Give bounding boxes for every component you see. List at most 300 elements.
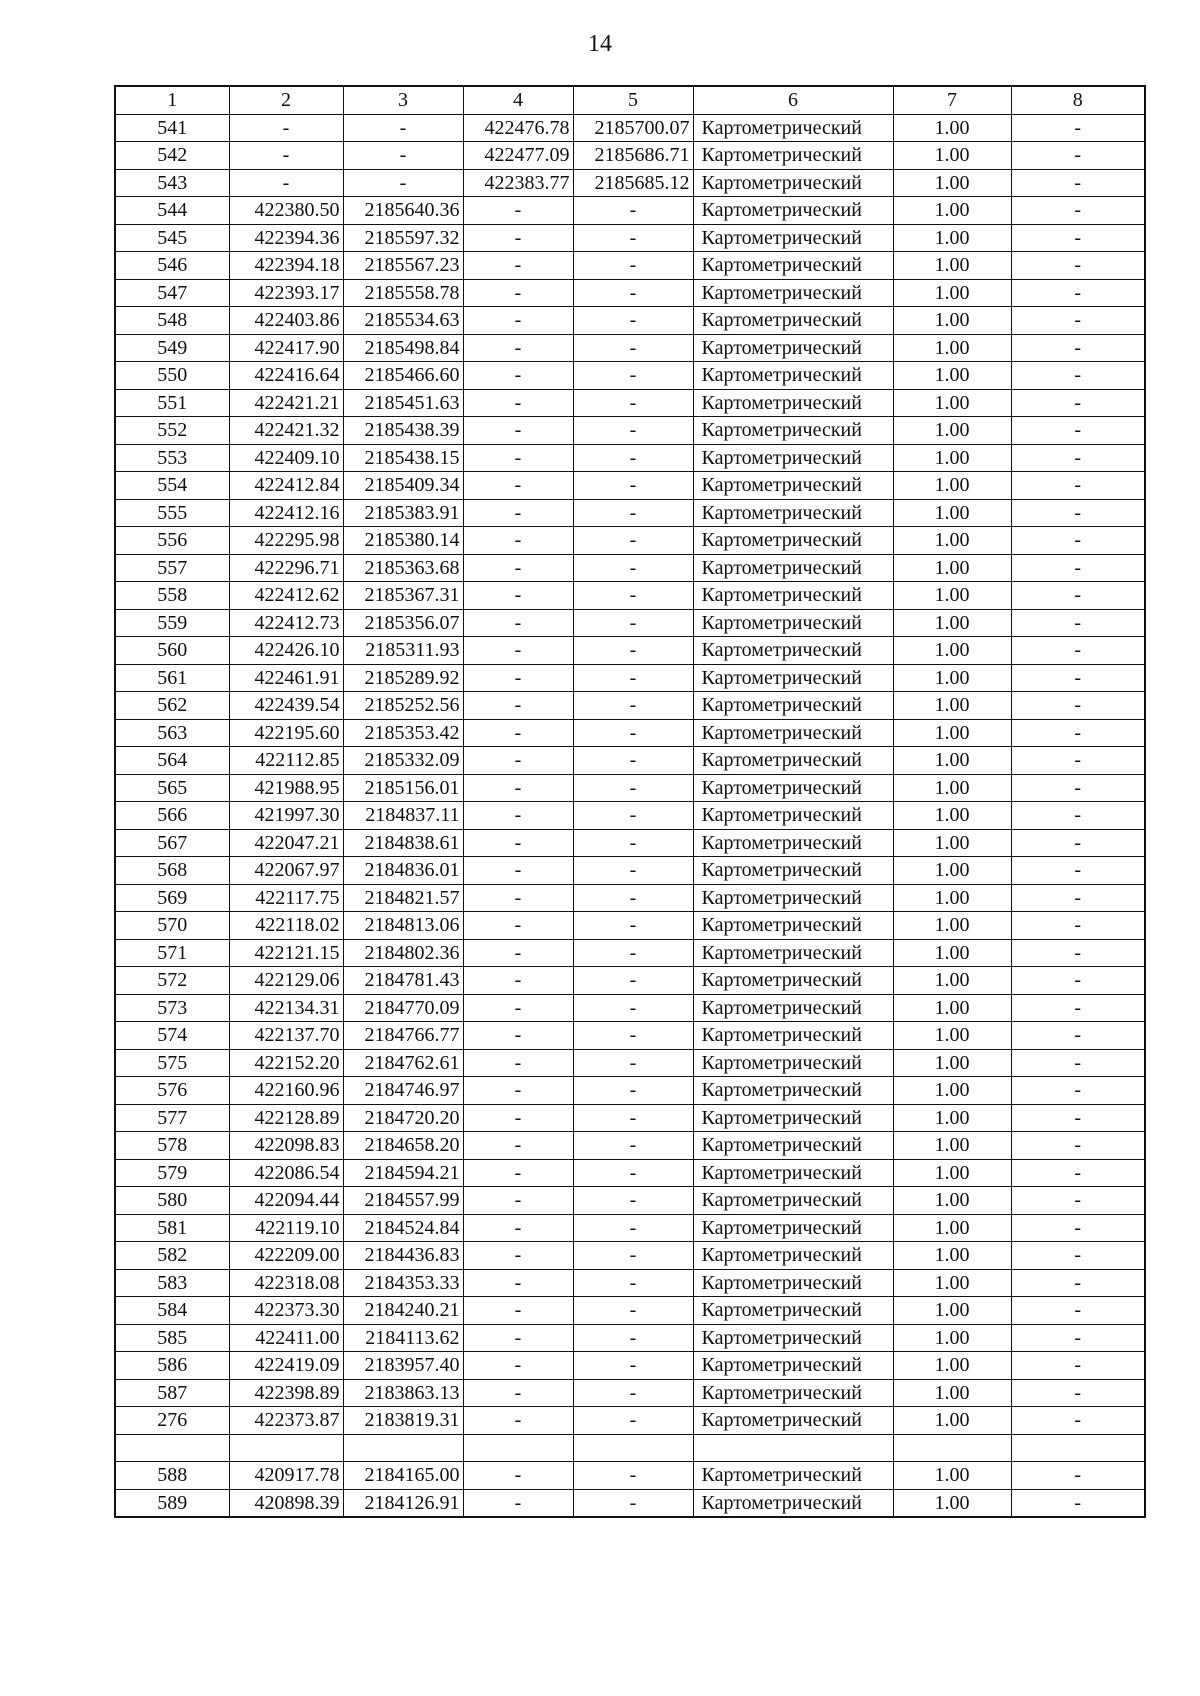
x-coordinate-cell: 422118.02 [229,912,343,940]
y-coordinate-cell: - [343,169,463,197]
y-coordinate-cell: 2184126.91 [343,1489,463,1517]
y-alt-coordinate-cell: - [573,1352,693,1380]
point-number-cell: 583 [115,1269,229,1297]
table-row [115,637,1145,665]
point-number-cell: 560 [115,637,229,665]
x-alt-coordinate-cell: - [463,774,573,802]
x-coordinate-cell: 422112.85 [229,747,343,775]
point-number-cell: 559 [115,609,229,637]
note-cell: - [1011,1049,1145,1077]
accuracy-cell: 1.00 [893,334,1011,362]
header-cell: 3 [343,86,463,114]
note-cell: - [1011,802,1145,830]
method-cell: Картометрический [693,802,893,830]
method-cell: Картометрический [693,582,893,610]
accuracy-cell: 1.00 [893,802,1011,830]
y-coordinate-cell: 2184720.20 [343,1104,463,1132]
y-alt-coordinate-cell: - [573,1489,693,1517]
x-coordinate-cell: 422094.44 [229,1187,343,1215]
x-alt-coordinate-cell: - [463,857,573,885]
accuracy-cell: 1.00 [893,279,1011,307]
y-alt-coordinate-cell: - [573,719,693,747]
page-number: 14 [588,31,612,57]
note-cell: - [1011,1297,1145,1325]
point-number-cell: 584 [115,1297,229,1325]
note-cell: - [1011,1104,1145,1132]
x-coordinate-cell: 422117.75 [229,884,343,912]
point-number-cell: 553 [115,444,229,472]
y-coordinate-cell: 2185466.60 [343,362,463,390]
y-alt-coordinate-cell: - [573,1379,693,1407]
method-cell [693,1434,893,1462]
table-row [115,417,1145,445]
point-number-cell: 543 [115,169,229,197]
y-alt-coordinate-cell: - [573,224,693,252]
y-alt-coordinate-cell: - [573,307,693,335]
x-alt-coordinate-cell: - [463,967,573,995]
x-alt-coordinate-cell: - [463,224,573,252]
note-cell: - [1011,1159,1145,1187]
accuracy-cell: 1.00 [893,417,1011,445]
table-row [115,1159,1145,1187]
x-alt-coordinate-cell: - [463,1049,573,1077]
x-alt-coordinate-cell: - [463,1159,573,1187]
y-coordinate-cell: 2184838.61 [343,829,463,857]
coordinates-table [114,85,1146,1518]
table-row [115,829,1145,857]
x-coordinate-cell: 422195.60 [229,719,343,747]
x-coordinate-cell [229,1434,343,1462]
note-cell: - [1011,719,1145,747]
table-row [115,114,1145,142]
point-number-cell: 582 [115,1242,229,1270]
x-alt-coordinate-cell: - [463,1269,573,1297]
accuracy-cell: 1.00 [893,362,1011,390]
x-alt-coordinate-cell: - [463,664,573,692]
accuracy-cell: 1.00 [893,884,1011,912]
y-coordinate-cell: 2185498.84 [343,334,463,362]
y-coordinate-cell: 2185252.56 [343,692,463,720]
x-alt-coordinate-cell: - [463,582,573,610]
method-cell: Картометрический [693,1379,893,1407]
x-alt-coordinate-cell: - [463,1022,573,1050]
point-number-cell: 565 [115,774,229,802]
y-alt-coordinate-cell: - [573,747,693,775]
method-cell: Картометрический [693,967,893,995]
y-coordinate-cell: 2185383.91 [343,499,463,527]
y-coordinate-cell: - [343,142,463,170]
note-cell: - [1011,1407,1145,1435]
note-cell: - [1011,1077,1145,1105]
y-alt-coordinate-cell: - [573,692,693,720]
x-coordinate-cell: 422318.08 [229,1269,343,1297]
note-cell: - [1011,142,1145,170]
x-coordinate-cell: 422412.73 [229,609,343,637]
y-alt-coordinate-cell: - [573,802,693,830]
accuracy-cell: 1.00 [893,1214,1011,1242]
x-coordinate-cell: 422209.00 [229,1242,343,1270]
y-alt-coordinate-cell: - [573,1214,693,1242]
header-cell: 6 [693,86,893,114]
method-cell: Картометрический [693,197,893,225]
x-alt-coordinate-cell: - [463,1407,573,1435]
method-cell: Картометрический [693,1187,893,1215]
accuracy-cell: 1.00 [893,224,1011,252]
note-cell: - [1011,527,1145,555]
y-alt-coordinate-cell: - [573,444,693,472]
x-alt-coordinate-cell: - [463,499,573,527]
table-row [115,994,1145,1022]
x-alt-coordinate-cell: - [463,279,573,307]
y-coordinate-cell: 2185156.01 [343,774,463,802]
table-row [115,527,1145,555]
method-cell: Картометрический [693,224,893,252]
x-alt-coordinate-cell: - [463,1187,573,1215]
x-alt-coordinate-cell: - [463,609,573,637]
method-cell: Картометрический [693,279,893,307]
y-alt-coordinate-cell: - [573,609,693,637]
note-cell: - [1011,1214,1145,1242]
y-alt-coordinate-cell: 2185700.07 [573,114,693,142]
accuracy-cell: 1.00 [893,774,1011,802]
accuracy-cell: 1.00 [893,472,1011,500]
table-row [115,252,1145,280]
y-alt-coordinate-cell: - [573,1324,693,1352]
y-coordinate-cell: 2183819.31 [343,1407,463,1435]
note-cell: - [1011,279,1145,307]
y-coordinate-cell: 2184837.11 [343,802,463,830]
point-number-cell: 551 [115,389,229,417]
accuracy-cell: 1.00 [893,1104,1011,1132]
accuracy-cell: 1.00 [893,1242,1011,1270]
note-cell: - [1011,444,1145,472]
note-cell: - [1011,1352,1145,1380]
method-cell: Картометрический [693,252,893,280]
method-cell: Картометрический [693,1049,893,1077]
method-cell: Картометрический [693,774,893,802]
table-row [115,884,1145,912]
method-cell: Картометрический [693,747,893,775]
note-cell [1011,1434,1145,1462]
y-coordinate-cell: 2185558.78 [343,279,463,307]
point-number-cell: 580 [115,1187,229,1215]
accuracy-cell: 1.00 [893,912,1011,940]
method-cell: Картометрический [693,1132,893,1160]
y-alt-coordinate-cell: - [573,334,693,362]
accuracy-cell: 1.00 [893,664,1011,692]
note-cell: - [1011,747,1145,775]
accuracy-cell [893,1434,1011,1462]
x-alt-coordinate-cell: - [463,252,573,280]
table-row [115,334,1145,362]
y-coordinate-cell: 2185311.93 [343,637,463,665]
y-alt-coordinate-cell: - [573,1187,693,1215]
x-alt-coordinate-cell: - [463,1214,573,1242]
point-number-cell: 581 [115,1214,229,1242]
accuracy-cell: 1.00 [893,939,1011,967]
y-alt-coordinate-cell: - [573,252,693,280]
note-cell: - [1011,774,1145,802]
x-coordinate-cell: 422394.36 [229,224,343,252]
accuracy-cell: 1.00 [893,1049,1011,1077]
table-row [115,1297,1145,1325]
note-cell: - [1011,417,1145,445]
x-coordinate-cell: 422412.62 [229,582,343,610]
accuracy-cell: 1.00 [893,1297,1011,1325]
point-number-cell: 542 [115,142,229,170]
x-alt-coordinate-cell: 422476.78 [463,114,573,142]
y-coordinate-cell: 2184240.21 [343,1297,463,1325]
method-cell: Картометрический [693,664,893,692]
x-alt-coordinate-cell: - [463,1242,573,1270]
accuracy-cell: 1.00 [893,857,1011,885]
point-number-cell: 588 [115,1462,229,1490]
x-alt-coordinate-cell: - [463,1132,573,1160]
accuracy-cell: 1.00 [893,1407,1011,1435]
note-cell: - [1011,197,1145,225]
accuracy-cell: 1.00 [893,252,1011,280]
table-row [115,582,1145,610]
y-alt-coordinate-cell: - [573,417,693,445]
y-coordinate-cell: 2185367.31 [343,582,463,610]
x-alt-coordinate-cell [463,1434,573,1462]
table-row [115,609,1145,637]
note-cell: - [1011,307,1145,335]
point-number-cell: 569 [115,884,229,912]
note-cell: - [1011,169,1145,197]
point-number-cell: 570 [115,912,229,940]
y-alt-coordinate-cell: - [573,1297,693,1325]
header-cell: 8 [1011,86,1145,114]
method-cell: Картометрический [693,169,893,197]
y-alt-coordinate-cell: 2185685.12 [573,169,693,197]
x-coordinate-cell: 422421.21 [229,389,343,417]
table-row [115,802,1145,830]
table-row [115,197,1145,225]
x-alt-coordinate-cell: - [463,307,573,335]
method-cell: Картометрический [693,554,893,582]
accuracy-cell: 1.00 [893,1132,1011,1160]
point-number-cell: 578 [115,1132,229,1160]
point-number-cell: 573 [115,994,229,1022]
y-alt-coordinate-cell: - [573,884,693,912]
x-alt-coordinate-cell: - [463,637,573,665]
method-cell: Картометрический [693,114,893,142]
x-coordinate-cell: 422417.90 [229,334,343,362]
y-alt-coordinate-cell: - [573,389,693,417]
accuracy-cell: 1.00 [893,967,1011,995]
note-cell: - [1011,114,1145,142]
y-coordinate-cell: 2185567.23 [343,252,463,280]
x-coordinate-cell: - [229,169,343,197]
note-cell: - [1011,857,1145,885]
accuracy-cell: 1.00 [893,1352,1011,1380]
method-cell: Картометрический [693,609,893,637]
y-coordinate-cell: 2184165.00 [343,1462,463,1490]
x-coordinate-cell: 421988.95 [229,774,343,802]
y-coordinate-cell: 2185353.42 [343,719,463,747]
x-coordinate-cell: 422134.31 [229,994,343,1022]
accuracy-cell: 1.00 [893,1022,1011,1050]
table-row [115,1104,1145,1132]
y-alt-coordinate-cell: - [573,967,693,995]
y-coordinate-cell: 2185438.39 [343,417,463,445]
table-row [115,747,1145,775]
table-row [115,1269,1145,1297]
accuracy-cell: 1.00 [893,1324,1011,1352]
x-coordinate-cell: 422067.97 [229,857,343,885]
table-row [115,1407,1145,1435]
note-cell: - [1011,582,1145,610]
table-row [115,1214,1145,1242]
point-number-cell [115,1434,229,1462]
method-cell: Картометрический [693,719,893,747]
point-number-cell: 587 [115,1379,229,1407]
note-cell: - [1011,1324,1145,1352]
x-alt-coordinate-cell: - [463,1297,573,1325]
x-alt-coordinate-cell: - [463,747,573,775]
x-alt-coordinate-cell: - [463,1104,573,1132]
method-cell: Картометрический [693,499,893,527]
y-alt-coordinate-cell: - [573,197,693,225]
method-cell: Картометрический [693,1104,893,1132]
accuracy-cell: 1.00 [893,554,1011,582]
x-coordinate-cell: 422439.54 [229,692,343,720]
point-number-cell: 562 [115,692,229,720]
y-coordinate-cell: 2184436.83 [343,1242,463,1270]
method-cell: Картометрический [693,692,893,720]
y-coordinate-cell: 2184557.99 [343,1187,463,1215]
point-number-cell: 554 [115,472,229,500]
x-coordinate-cell: 422398.89 [229,1379,343,1407]
method-cell: Картометрический [693,1242,893,1270]
y-coordinate-cell: 2184813.06 [343,912,463,940]
x-coordinate-cell: 422412.84 [229,472,343,500]
x-alt-coordinate-cell: - [463,362,573,390]
point-number-cell: 585 [115,1324,229,1352]
x-alt-coordinate-cell: - [463,884,573,912]
method-cell: Картометрический [693,1159,893,1187]
y-alt-coordinate-cell: - [573,1104,693,1132]
method-cell: Картометрический [693,334,893,362]
method-cell: Картометрический [693,1269,893,1297]
y-alt-coordinate-cell: - [573,1159,693,1187]
y-alt-coordinate-cell: - [573,912,693,940]
point-number-cell: 571 [115,939,229,967]
x-coordinate-cell: 422121.15 [229,939,343,967]
y-alt-coordinate-cell: - [573,1077,693,1105]
accuracy-cell: 1.00 [893,1269,1011,1297]
header-cell: 4 [463,86,573,114]
x-coordinate-cell: 422152.20 [229,1049,343,1077]
y-coordinate-cell: 2185597.32 [343,224,463,252]
y-coordinate-cell: 2184524.84 [343,1214,463,1242]
y-coordinate-cell: 2184746.97 [343,1077,463,1105]
x-alt-coordinate-cell: - [463,939,573,967]
table-row [115,1077,1145,1105]
table-row [115,307,1145,335]
x-coordinate-cell: 422426.10 [229,637,343,665]
method-cell: Картометрический [693,1214,893,1242]
accuracy-cell: 1.00 [893,637,1011,665]
y-alt-coordinate-cell: - [573,857,693,885]
x-alt-coordinate-cell: - [463,994,573,1022]
table-row [115,389,1145,417]
y-alt-coordinate-cell: - [573,1462,693,1490]
x-alt-coordinate-cell: - [463,334,573,362]
x-coordinate-cell: 422295.98 [229,527,343,555]
accuracy-cell: 1.00 [893,747,1011,775]
x-coordinate-cell: - [229,142,343,170]
y-alt-coordinate-cell: - [573,1049,693,1077]
method-cell: Картометрический [693,389,893,417]
table-row [115,774,1145,802]
table-header-row [115,86,1145,114]
accuracy-cell: 1.00 [893,142,1011,170]
note-cell: - [1011,1269,1145,1297]
y-coordinate-cell: 2185409.34 [343,472,463,500]
y-coordinate-cell: 2184836.01 [343,857,463,885]
y-alt-coordinate-cell: - [573,1242,693,1270]
y-coordinate-cell: 2185289.92 [343,664,463,692]
note-cell: - [1011,884,1145,912]
accuracy-cell: 1.00 [893,197,1011,225]
method-cell: Картометрический [693,362,893,390]
accuracy-cell: 1.00 [893,829,1011,857]
y-coordinate-cell: 2184821.57 [343,884,463,912]
table-row [115,939,1145,967]
table-row [115,1324,1145,1352]
x-coordinate-cell: 422047.21 [229,829,343,857]
y-alt-coordinate-cell: - [573,279,693,307]
method-cell: Картометрический [693,637,893,665]
accuracy-cell: 1.00 [893,994,1011,1022]
y-coordinate-cell: 2184594.21 [343,1159,463,1187]
point-number-cell: 561 [115,664,229,692]
method-cell: Картометрический [693,1324,893,1352]
x-coordinate-cell: 422461.91 [229,664,343,692]
y-alt-coordinate-cell: - [573,1022,693,1050]
note-cell: - [1011,967,1145,995]
x-alt-coordinate-cell: 422383.77 [463,169,573,197]
y-coordinate-cell: 2184762.61 [343,1049,463,1077]
y-alt-coordinate-cell: - [573,637,693,665]
method-cell: Картометрический [693,829,893,857]
point-number-cell: 568 [115,857,229,885]
table-row [115,472,1145,500]
method-cell: Картометрический [693,417,893,445]
point-number-cell: 558 [115,582,229,610]
method-cell: Картометрический [693,1352,893,1380]
note-cell: - [1011,637,1145,665]
point-number-cell: 548 [115,307,229,335]
y-alt-coordinate-cell: - [573,994,693,1022]
x-coordinate-cell: 422416.64 [229,362,343,390]
y-alt-coordinate-cell: - [573,472,693,500]
point-number-cell: 546 [115,252,229,280]
method-cell: Картометрический [693,472,893,500]
method-cell: Картометрический [693,1077,893,1105]
header-cell: 5 [573,86,693,114]
x-alt-coordinate-cell: - [463,527,573,555]
note-cell: - [1011,939,1145,967]
point-number-cell: 567 [115,829,229,857]
table-row [115,664,1145,692]
note-cell: - [1011,472,1145,500]
point-number-cell: 557 [115,554,229,582]
x-coordinate-cell: 422373.30 [229,1297,343,1325]
table-row [115,1022,1145,1050]
